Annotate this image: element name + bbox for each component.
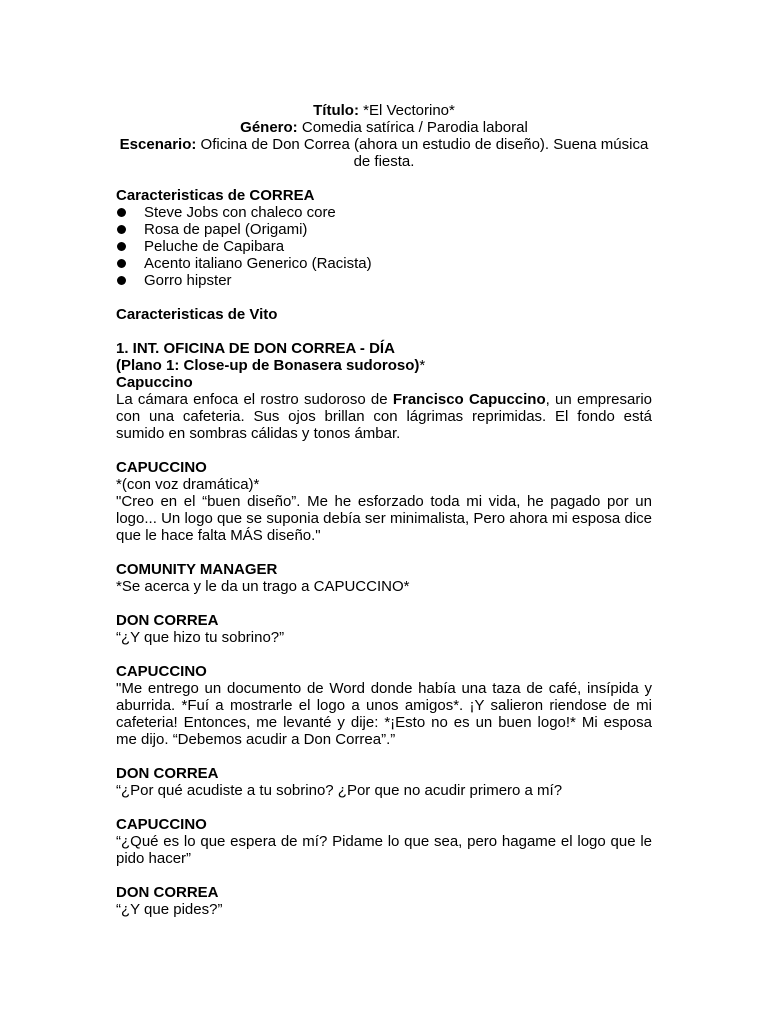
- correa-traits-section: [116, 187, 652, 289]
- speaker-name: CAPUCCINO: [116, 663, 207, 680]
- list-item: [116, 204, 652, 221]
- title-value: *El Vectorino*: [358, 102, 455, 119]
- scene-description: [116, 391, 652, 442]
- dialogue-block: [116, 884, 652, 918]
- speaker-name: CAPUCCINO: [116, 459, 207, 476]
- dialogue-block: [116, 765, 652, 799]
- scene-section: [116, 340, 652, 442]
- list-item-text: Steve Jobs con chaleco core: [144, 204, 336, 221]
- scene-desc-name: Francisco Capuccino: [392, 391, 546, 408]
- scene-desc-before: La cámara enfoca el rostro sudoroso de: [116, 391, 393, 408]
- list-item: [116, 255, 652, 272]
- speaker-name: CAPUCCINO: [116, 816, 207, 833]
- setting-label: Escenario:: [119, 136, 197, 153]
- genre-value: Comedia satírica / Parodia laboral: [297, 119, 528, 136]
- scene-desc-after: , un empresario con una cafeteria. Sus ojos brillan con lágrimas reprimidas. El fondo está sumido en sombras cálidas y tonos ámbar.: [116, 391, 652, 442]
- setting-line: [116, 136, 652, 170]
- dialogue-block: [116, 561, 652, 595]
- dialogue-block: [116, 459, 652, 544]
- bullet-icon: [117, 259, 126, 268]
- speaker-name: COMUNITY MANAGER: [116, 561, 278, 578]
- bullet-icon: [117, 208, 126, 217]
- dialogue-block: [116, 663, 652, 748]
- document-body: [116, 102, 652, 918]
- scene-plan-line: [116, 357, 652, 374]
- genre-line: [116, 119, 652, 136]
- vito-traits-heading: Caracteristicas de Vito: [116, 306, 278, 323]
- speaker-name: DON CORREA: [116, 765, 219, 782]
- bullet-icon: [117, 242, 126, 251]
- scene-character: Capuccino: [116, 374, 193, 391]
- correa-traits-list: [116, 204, 652, 289]
- dialogue-block: [116, 816, 652, 867]
- dialogue-line: *Se acerca y le da un trago a CAPUCCINO*: [116, 578, 410, 595]
- list-item: [116, 238, 652, 255]
- dialogue-line: “¿Y que hizo tu sobrino?”: [116, 629, 285, 646]
- list-item-text: Acento italiano Generico (Racista): [144, 255, 372, 272]
- genre-label: Género:: [240, 119, 298, 136]
- scene-plan-suffix: *: [419, 357, 426, 374]
- title-label: Título:: [313, 102, 359, 119]
- title-line: [116, 102, 652, 119]
- scene-plan: (Plano 1: Close-up de Bonasera sudoroso): [116, 357, 420, 374]
- bullet-icon: [117, 225, 126, 234]
- dialogue-block: [116, 612, 652, 646]
- dialogue-line: *(con voz dramática)*: [116, 476, 260, 493]
- correa-traits-heading: Caracteristicas de CORREA: [116, 187, 315, 204]
- speaker-name: DON CORREA: [116, 884, 219, 901]
- list-item-text: Rosa de papel (Origami): [144, 221, 308, 238]
- dialogue-line: "Creo en el “buen diseño”. Me he esforzado toda mi vida, he pagado por un logo... Un logo que se suponia debía ser minimalista, Pero ahora mi esposa dice que le hace falta MÁS diseño.": [116, 493, 652, 544]
- list-item-text: Gorro hipster: [144, 272, 232, 289]
- list-item: [116, 272, 652, 289]
- dialogue-line: "Me entrego un documento de Word donde había una taza de café, insípida y aburrida. *Fuí a mostrarle el logo a unos amigos*. ¡Y salieron riendose de mi cafeteria! Entonces, me levanté y dije: *¡Esto no es un buen logo!* Mi esposa me dijo. “Debemos acudir a Don Correa”.”: [116, 680, 652, 748]
- list-item: [116, 221, 652, 238]
- dialogue-line: “¿Qué es lo que espera de mí? Pidame lo que sea, pero hagame el logo que le pido hacer”: [116, 833, 652, 867]
- dialogue-line: “¿Y que pides?”: [116, 901, 223, 918]
- list-item-text: Peluche de Capibara: [144, 238, 285, 255]
- setting-value: Oficina de Don Correa (ahora un estudio de diseño). Suena música de fiesta.: [196, 136, 649, 170]
- bullet-icon: [117, 276, 126, 285]
- scene-heading: 1. INT. OFICINA DE DON CORREA - DÍA: [116, 340, 395, 357]
- dialogue-line: “¿Por qué acudiste a tu sobrino? ¿Por que no acudir primero a mí?: [116, 782, 563, 799]
- speaker-name: DON CORREA: [116, 612, 219, 629]
